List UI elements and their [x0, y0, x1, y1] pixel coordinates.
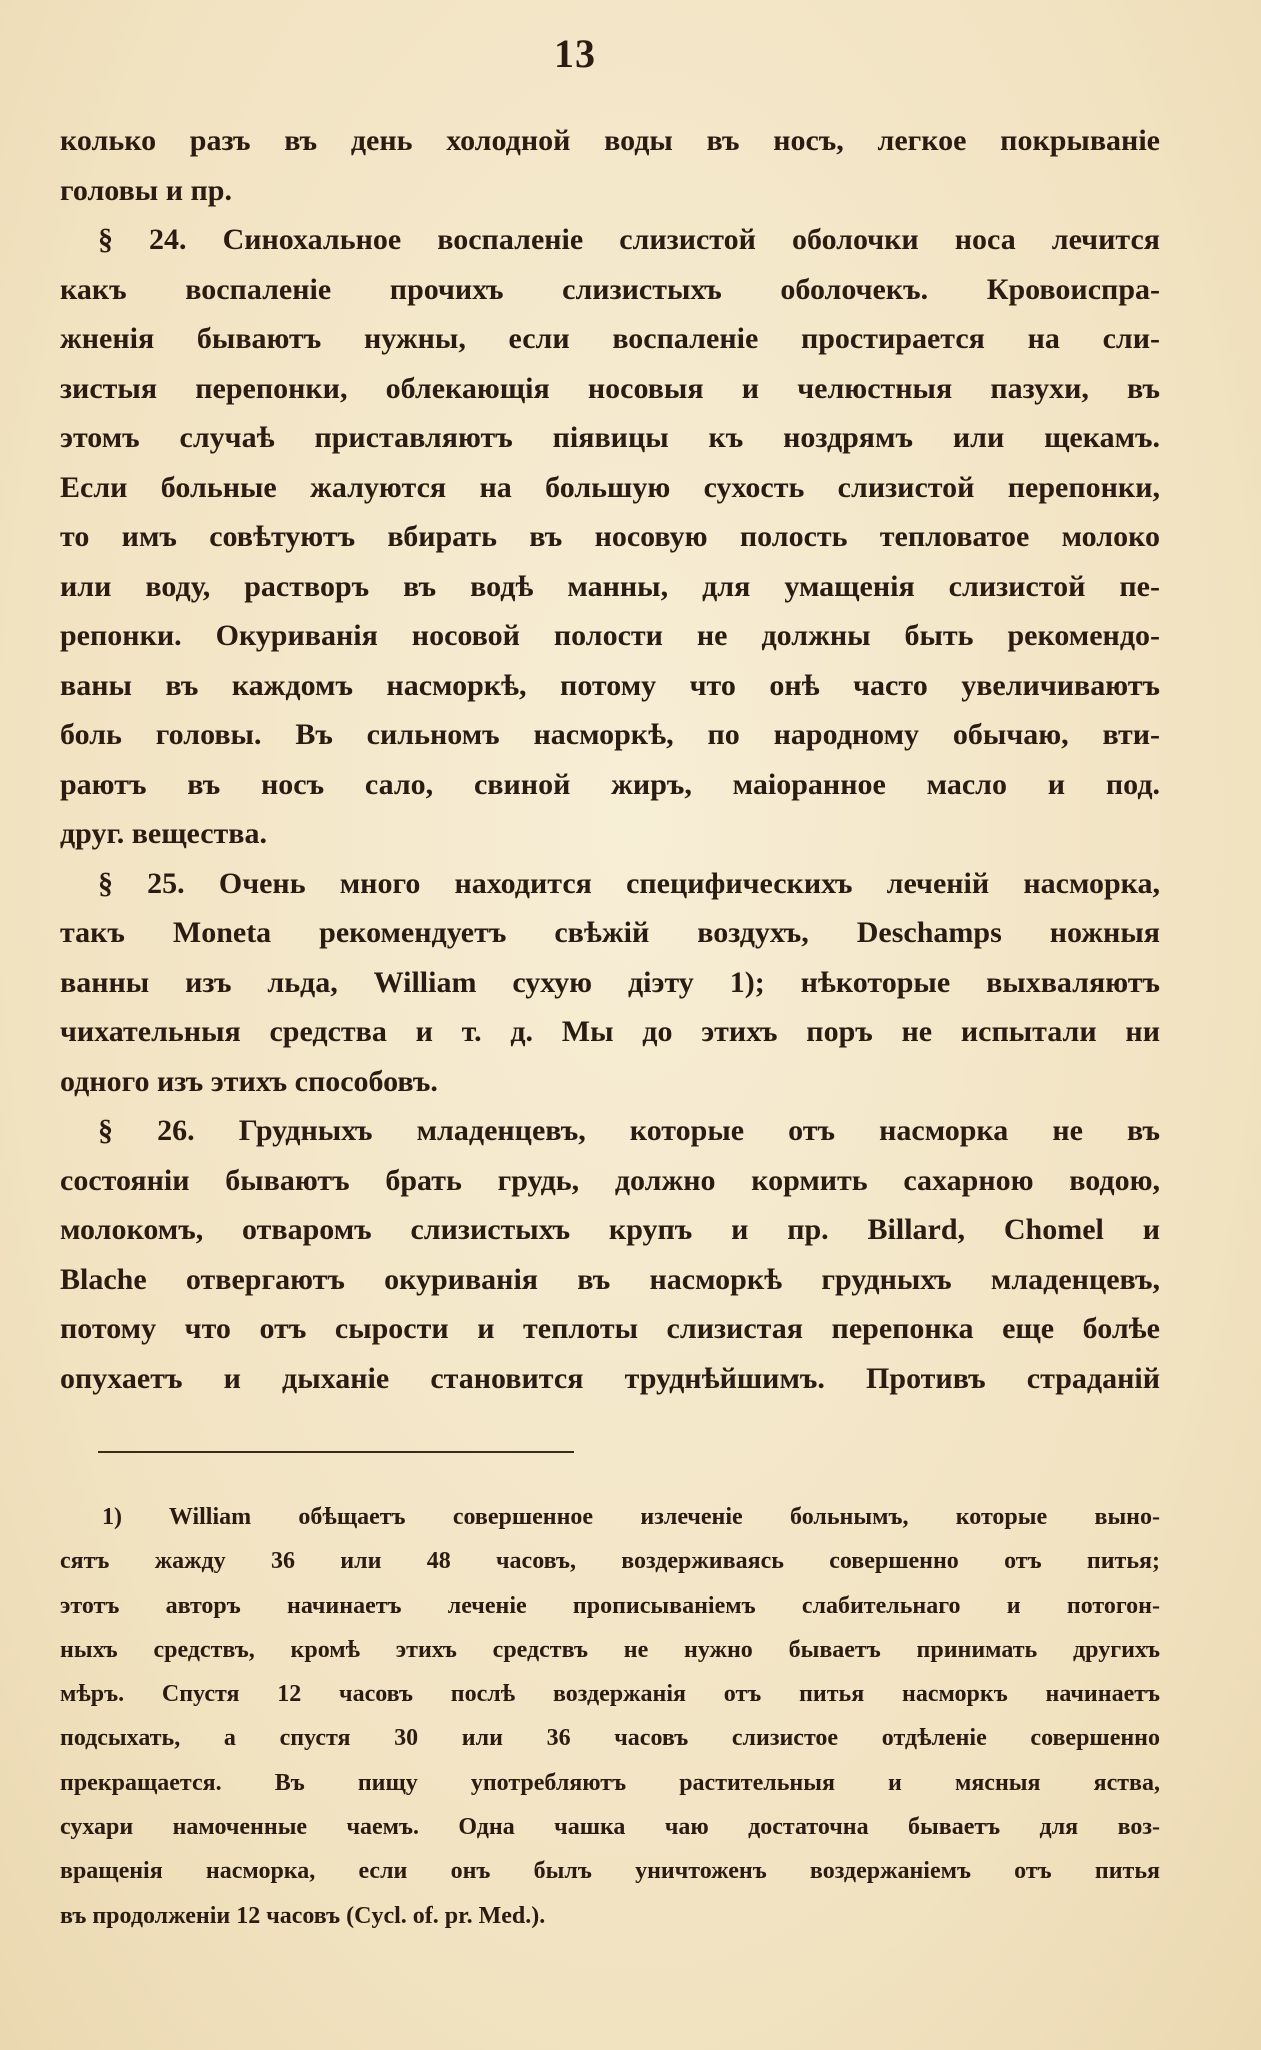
text-line: какъ воспаленіе прочихъ слизистыхъ оболочекъ. Кровоиспра- — [60, 272, 1160, 306]
text-line: опухаетъ и дыханіе становится труднѣйшимъ. Противъ страданій — [60, 1361, 1160, 1395]
footnote-line: ныхъ средствъ, кромѣ этихъ средствъ не нужно бываетъ принимать другихъ — [60, 1636, 1160, 1663]
text-line: раютъ въ носъ сало, свиной жиръ, маіоранное масло и под. — [60, 767, 1160, 801]
text-line: состояніи бываютъ брать грудь, должно кормить сахарною водою, — [60, 1163, 1160, 1197]
footnote-block — [60, 1495, 1160, 1938]
footnote-line: сятъ жажду 36 или 48 часовъ, воздерживаясь совершенно отъ питья; — [60, 1548, 1160, 1575]
text-line: потому что отъ сырости и теплоты слизистая перепонка еще болѣе — [60, 1312, 1160, 1345]
text-line: зистыя перепонки, облекающія носовыя и челюстныя пазухи, въ — [60, 371, 1160, 405]
footnote-line: подсыхать, а спустя 30 или 36 часовъ слизистое отдѣленіе совершенно — [60, 1725, 1160, 1752]
text-line: такъ Moneta рекомендуетъ свѣжій воздухъ, Deschamps ножныя — [60, 916, 1160, 949]
text-line: чихательныя средства и т. д. Мы до этихъ поръ не испытали ни — [60, 1015, 1160, 1048]
text-line: Blache отвергаютъ окуриванія въ насморкѣ грудныхъ младенцевъ, — [60, 1262, 1160, 1296]
text-line: боль головы. Въ сильномъ насморкѣ, по народному обычаю, вти- — [60, 718, 1160, 751]
footnote-line: прекращается. Въ пищу употребляютъ растительныя и мясныя яства, — [60, 1769, 1160, 1796]
footnote-line: мѣръ. Спустя 12 часовъ послѣ воздержанія отъ питья насморкъ начинаетъ — [60, 1681, 1160, 1708]
text-line: ванны изъ льда, William сухую діэту 1); нѣкоторые выхваляютъ — [60, 965, 1160, 999]
footnote-line: 1) William обѣщаетъ совершенное излеченіе больнымъ, которые выно- — [102, 1504, 1160, 1530]
footnote-line: сухари намоченные чаемъ. Одна чашка чаю достаточна бываетъ для воз- — [60, 1814, 1160, 1841]
text-line: одного изъ этихъ способовъ. — [60, 1064, 438, 1098]
text-line: или воду, растворъ въ водѣ манны, для умащенія слизистой пе- — [60, 569, 1160, 603]
text-line: Если больные жалуются на большую сухость слизистой перепонки, — [60, 470, 1160, 504]
text-line: колько разъ въ день холодной воды въ носъ, легкое покрываніе — [60, 124, 1160, 157]
footnote-line: вращенія насморка, если онъ былъ уничтоженъ воздержаніемъ отъ питья — [60, 1858, 1160, 1885]
text-line: то имъ совѣтуютъ вбирать въ носовую полость тепловатое молоко — [60, 520, 1160, 553]
paragraph-26-start: § 26. Грудныхъ младенцевъ, которые отъ насморка не въ — [98, 1114, 1160, 1147]
text-line: друг. вещества. — [60, 817, 267, 850]
text-line: этомъ случаѣ приставляютъ піявицы къ ноздрямъ или щекамъ. — [60, 421, 1160, 454]
text-line: головы и пр. — [60, 173, 232, 207]
paragraph-25-start: § 25. Очень много находится специфическихъ леченій насморка, — [98, 866, 1160, 900]
main-text — [60, 116, 1160, 1403]
text-line: ваны въ каждомъ насморкѣ, потому что онѣ часто увеличиваютъ — [60, 668, 1160, 702]
page-number: 13 — [554, 31, 596, 76]
footnote-line: этотъ авторъ начинаетъ леченіе прописываніемъ слабительнаго и потогон- — [60, 1592, 1160, 1619]
text-line: жненія бываютъ нужны, если воспаленіе простирается на сли- — [60, 322, 1160, 355]
footnote-divider — [98, 1451, 574, 1453]
paragraph-24-start: § 24. Синохальное воспаленіе слизистой оболочки носа лечится — [98, 223, 1160, 256]
text-line: репонки. Окуриванія носовой полости не должны быть рекомендо- — [60, 619, 1160, 652]
text-line: молокомъ, отваромъ слизистыхъ крупъ и пр. Billard, Chomel и — [60, 1213, 1160, 1246]
footnote-line: въ продолженіи 12 часовъ (Cycl. of. pr. Med.). — [60, 1902, 546, 1929]
